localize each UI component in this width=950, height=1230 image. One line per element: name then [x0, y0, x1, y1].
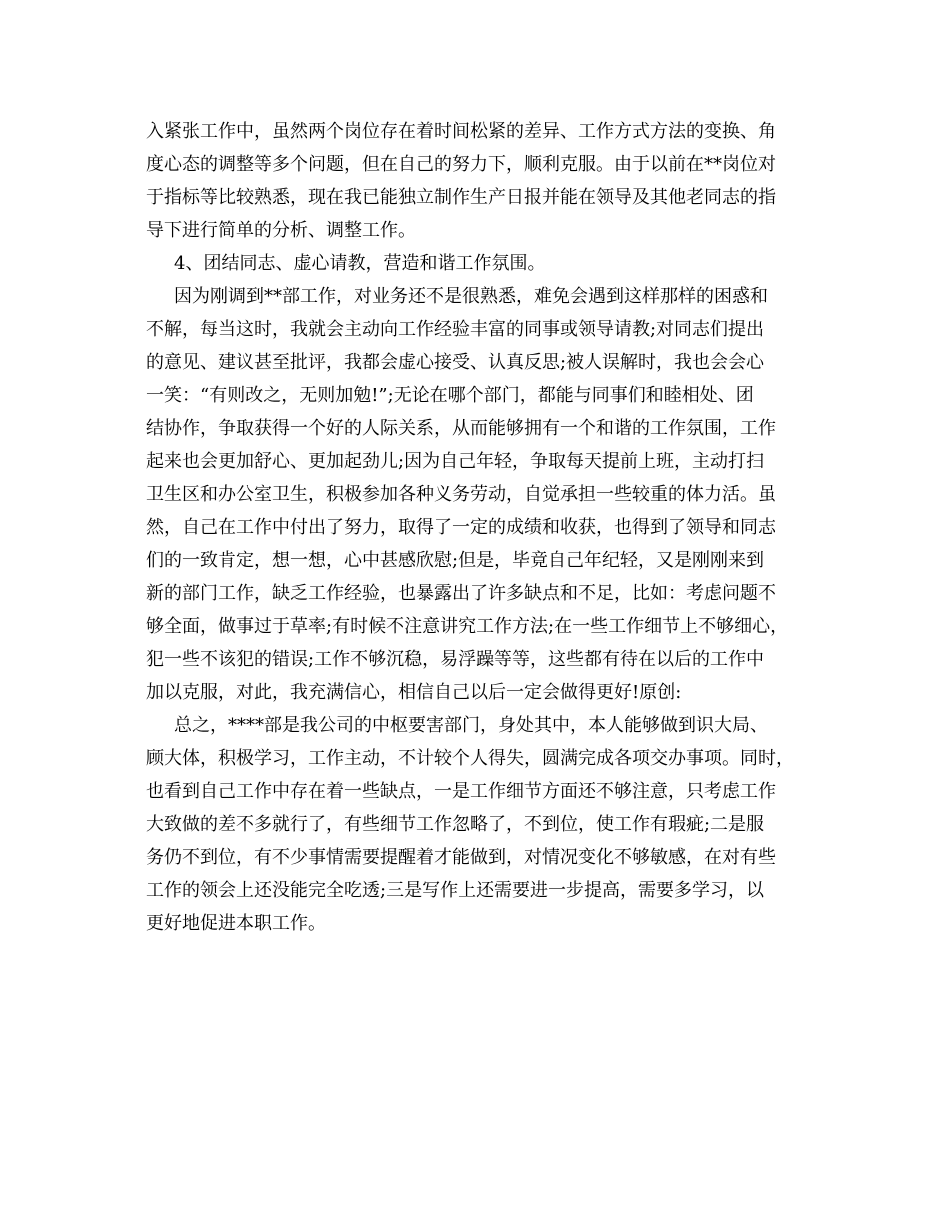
- section-heading-4: 4、团结同志、虚心请教，营造和谐工作氛围。: [174, 253, 546, 274]
- text-line-14: 们的一致肯定，想一想，心中甚感欣慰;但是，毕竟自己年纪轻，又是刚刚来到: [146, 550, 765, 571]
- text-line-4: 导下进行简单的分析、调整工作。: [146, 220, 416, 241]
- text-line-17: 犯一些不该犯的错误;工作不够沉稳，易浮躁等等，这些都有待在以后的工作中: [146, 649, 765, 670]
- text-line-23: 务仍不到位，有不少事情需要提醒着才能做到，对情况变化不够敏感，在对有些: [146, 847, 776, 868]
- text-line-16: 够全面，做事过于草率;有时候不注意讲究工作方法;在一些工作细节上不够细心，: [146, 616, 789, 637]
- text-line-11: 起来也会更加舒心、更加起劲儿;因为自己年轻，争取每天提前上班，主动打扫: [146, 451, 765, 472]
- text-line-3: 于指标等比较熟悉，现在我已能独立制作生产日报并能在领导及其他老同志的指: [146, 187, 776, 208]
- text-line-15: 新的部门工作，缺乏工作经验，也暴露出了许多缺点和不足，比如：考虑问题不: [146, 583, 776, 604]
- text-line-12: 卫生区和办公室卫生，积极参加各种义务劳动，自觉承担一些较重的体力活。虽: [146, 484, 776, 505]
- text-line-20: 顾大体，积极学习，工作主动，不计较个人得失，圆满完成各项交办事项。同时，: [146, 748, 794, 769]
- text-line-13: 然，自己在工作中付出了努力，取得了一定的成绩和收获，也得到了领导和同志: [146, 517, 776, 538]
- text-line-9: 一笑：“有则改之，无则加勉!”;无论在哪个部门，都能与同事们和睦相处、团: [146, 385, 754, 406]
- text-line-19: 总之，****部是我公司的中枢要害部门，身处其中，本人能够做到识大局、: [174, 715, 768, 736]
- text-line-21: 也看到自己工作中存在着一些缺点，一是工作细节方面还不够注意，只考虑工作: [146, 781, 776, 802]
- text-line-8: 的意见、建议甚至批评，我都会虚心接受、认真反思;被人误解时，我也会会心: [146, 352, 765, 373]
- text-line-22: 大致做的差不多就行了，有些细节工作忽略了，不到位，使工作有瑕疵;二是服: [146, 814, 765, 835]
- text-line-1: 入紧张工作中，虽然两个岗位存在着时间松紧的差异、工作方式方法的变换、角: [146, 121, 776, 142]
- text-line-24: 工作的领会上还没能完全吃透;三是写作上还需要进一步提高，需要多学习，以: [146, 880, 765, 901]
- text-line-7: 不解，每当这时，我就会主动向工作经验丰富的同事或领导请教;对同志们提出: [146, 319, 765, 340]
- text-line-18: 加以克服，对此，我充满信心，相信自己以后一定会做得更好!原创:: [146, 682, 682, 703]
- text-line-2: 度心态的调整等多个问题，但在自己的努力下，顺利克服。由于以前在**岗位对: [146, 154, 776, 175]
- text-line-25: 更好地促进本职工作。: [146, 913, 326, 934]
- text-line-6: 因为刚调到**部工作，对业务还不是很熟悉，难免会遇到这样那样的困惑和: [174, 286, 768, 307]
- text-line-10: 结协作，争取获得一个好的人际关系，从而能够拥有一个和谐的工作氛围，工作: [146, 418, 776, 439]
